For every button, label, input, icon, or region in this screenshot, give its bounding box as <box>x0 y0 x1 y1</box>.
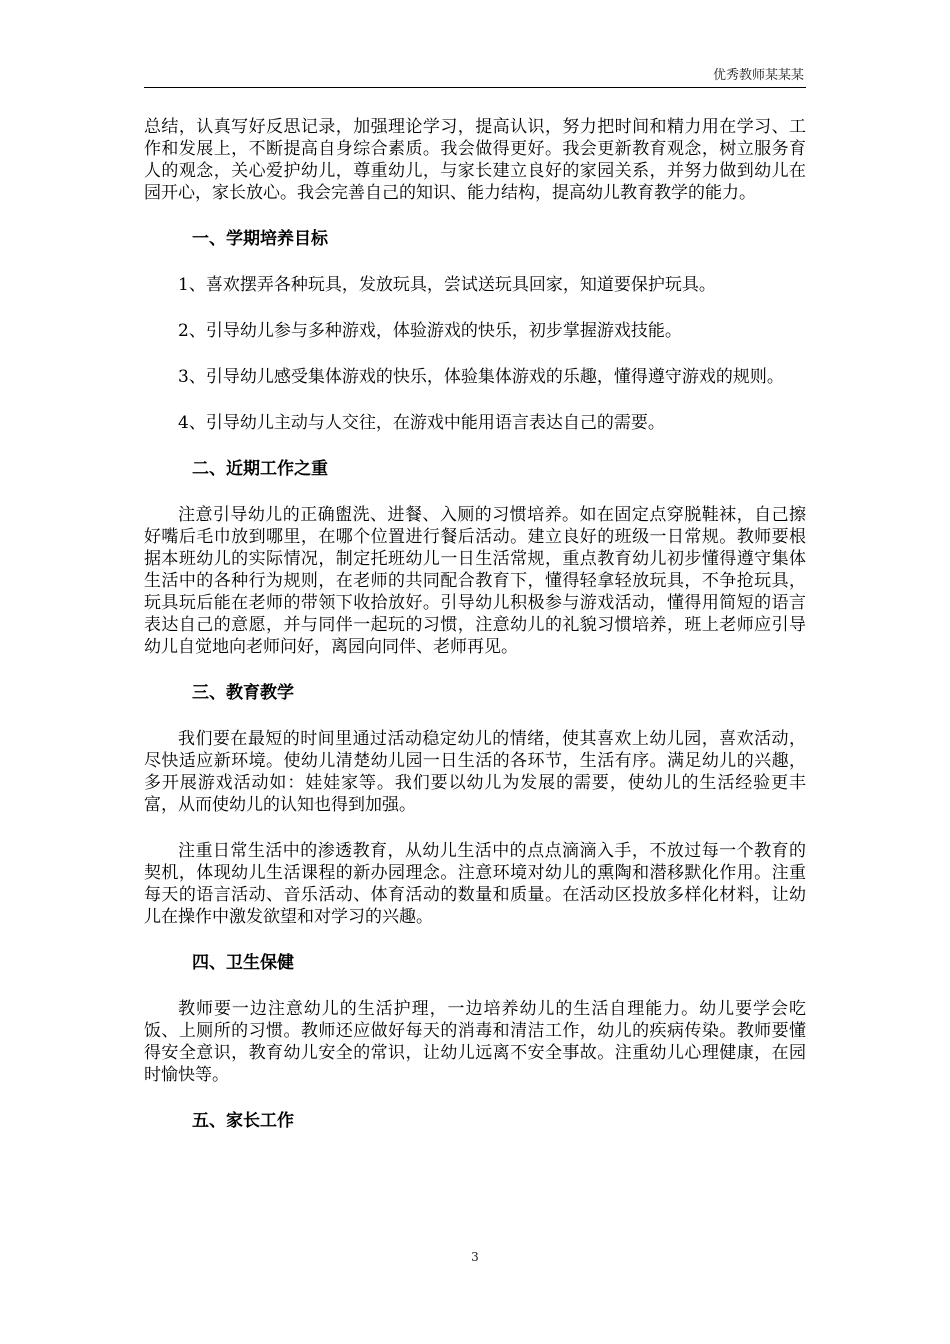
teaching-paragraph: 我们要在最短的时间里通过活动稳定幼儿的情绪，使其喜欢上幼儿园，喜欢活动，尽快适应新环境。使幼儿清楚幼儿园一日生活的各环节，生活有序。满足幼儿的兴趣，多开展游戏活动如：娃娃家等。我们要以幼儿为发展的需要，使幼儿的生活经验更丰富，从而使幼儿的认知也得到加强。 <box>144 729 806 815</box>
health-paragraph: 教师要一边注意幼儿的生活护理，一边培养幼儿的生活自理能力。幼儿要学会吃饭、上厕所的习惯。教师还应做好每天的消毒和清洁工作，幼儿的疾病传染。教师要懂得安全意识，教育幼儿安全的常识，让幼儿远离不安全事故。注重幼儿心理健康，在园时愉快等。 <box>144 999 806 1085</box>
teaching-paragraph: 注重日常生活中的渗透教育，从幼儿生活中的点点滴滴入手，不放过每一个教育的契机，体现幼儿生活课程的新办园理念。注意环境对幼儿的熏陶和潜移默化作用。注重每天的语言活动、音乐活动、体育活动的数量和质量。在活动区投放多样化材料，让幼儿在操作中激发欲望和对学习的兴趣。 <box>144 841 806 927</box>
document-body <box>144 116 806 1132</box>
goal-item: 4、引导幼儿主动与人交往，在游戏中能用语言表达自己的需要。 <box>178 413 665 433</box>
goal-item: 3、引导幼儿感受集体游戏的快乐，体验集体游戏的乐趣，懂得遵守游戏的规则。 <box>178 367 784 387</box>
section-heading-teaching: 三、教育教学 <box>192 683 294 703</box>
section-heading-parents: 五、家长工作 <box>192 1111 294 1131</box>
goal-item: 2、引导幼儿参与多种游戏，体验游戏的快乐，初步掌握游戏技能。 <box>178 321 682 341</box>
header-divider <box>144 87 806 88</box>
section-heading-health: 四、卫生保健 <box>192 953 294 973</box>
section-heading-goals: 一、学期培养目标 <box>192 229 328 249</box>
section-heading-recent-work: 二、近期工作之重 <box>192 459 328 479</box>
header-author: 优秀教师某某某 <box>712 68 804 83</box>
intro-paragraph: 总结，认真写好反思记录，加强理论学习，提高认识，努力把时间和精力用在学习、工作和发展上，不断提高自身综合素质。我会做得更好。我会更新教育观念，树立服务育人的观念，关心爱护幼儿，尊重幼儿，与家长建立良好的家园关系，并努力做到幼儿在园开心，家长放心。我会完善自己的知识、能力结构，提高幼儿教育教学的能力。 <box>144 117 806 203</box>
page-number: 3 <box>471 1250 479 1264</box>
recent-work-paragraph: 注意引导幼儿的正确盥洗、进餐、入厕的习惯培养。如在固定点穿脱鞋袜，自己擦好嘴后毛巾放到哪里，在哪个位置进行餐后活动。建立良好的班级一日常规。教师要根据本班幼儿的实际情况，制定托班幼儿一日生活常规，重点教育幼儿初步懂得遵守集体生活中的各种行为规则，在老师的共同配合教育下，懂得轻拿轻放玩具，不争抢玩具，玩具玩后能在老师的带领下收拾放好。引导幼儿积极参与游戏活动，懂得用简短的语言表达自己的意愿，并与同伴一起玩的习惯，注意幼儿的礼貌习惯培养，班上老师应引导幼儿自觉地向老师问好，离园向同伴、老师再见。 <box>144 505 806 657</box>
goal-item: 1、喜欢摆弄各种玩具，发放玩具，尝试送玩具回家，知道要保护玩具。 <box>178 275 716 295</box>
